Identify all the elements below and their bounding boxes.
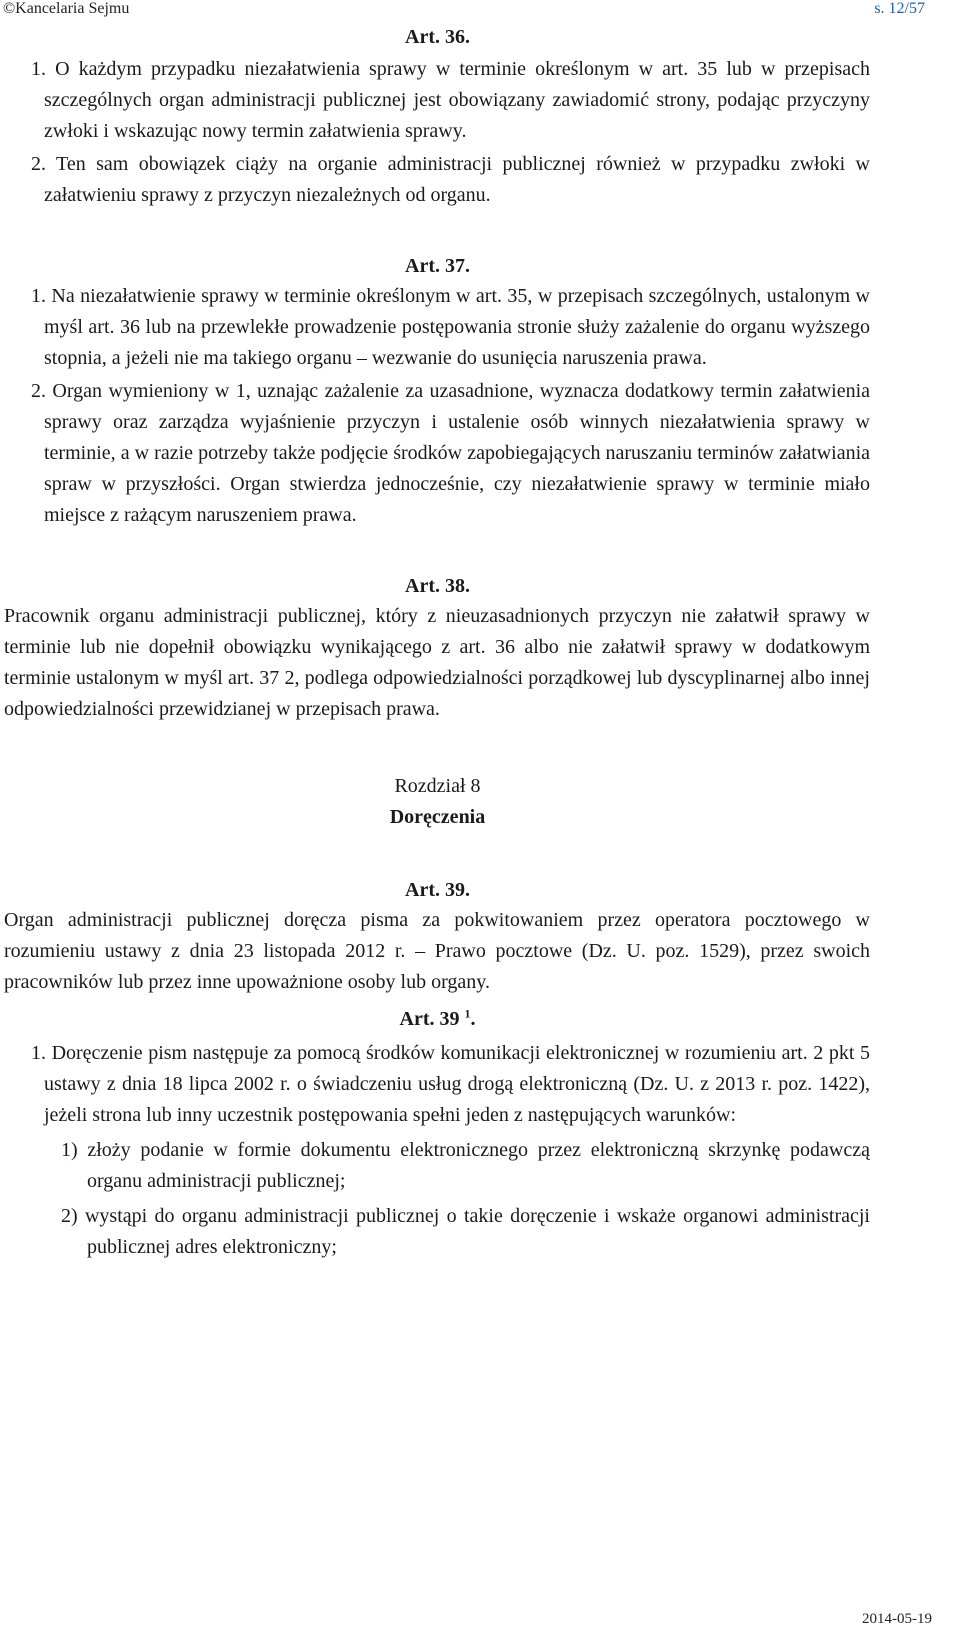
page-number[interactable]: s. 12/57 [874,0,925,17]
chapter-title: Doręczenia [389,806,486,828]
art37-paragraph-1: 1. Na niezałatwienie sprawy w terminie określonym w art. 35, w przepisach szczególnych, ustalonym w myśl art. 36 lub na przewlekłe prowadzenie postępowania stronie służy zażalenie do organu wyższego stopnia, a jeżeli nie ma takiego organu – wezwanie do usunięcia naruszenia prawa. [31,285,870,369]
article-heading-39: Art. 39. [405,879,470,901]
publisher-label: ©Kancelaria Sejmu [3,0,130,17]
footer-date: 2014-05-19 [862,1611,932,1627]
art39-1-paragraph-1: 1. Doręczenie pism następuje za pomocą środków komunikacji elektronicznej w rozumieniu art. 2 pkt 5 ustawy z dnia 18 lipca 2002 r. o świadczeniu usług drogą elektroniczną (Dz. U. z 2013 r. poz. 1422), jeżeli strona lub inny uczestnik postępowania spełni jeden z następujących warunków: [31,1042,870,1126]
article-heading-39-1-end: . [470,1008,476,1030]
page-header [0,0,960,24]
article-heading-39-1-sup: 1 [464,1006,471,1021]
article-heading-38: Art. 38. [405,575,470,597]
article-heading-39-1-main: Art. 39 [399,1008,460,1030]
article-heading-36: Art. 36. [405,26,470,48]
art39-paragraph-1: Organ administracji publicznej doręcza pisma za pokwitowaniem przez operatora pocztowego w rozumieniu ustawy z dnia 23 listopada 2012 r. – Prawo pocztowe (Dz. U. poz. 1529), przez swoich pracowników lub przez inne upoważnione osoby lub organy. [4,909,870,993]
art36-paragraph-1: 1. O każdym przypadku niezałatwienia sprawy w terminie określonym w art. 35 lub w przepisach szczególnych organ administracji publicznej jest obowiązany zawiadomić strony, podając przyczyny zwłoki i wskazując nowy termin załatwienia sprawy. [31,58,870,142]
chapter-label: Rozdział 8 [394,775,481,797]
art38-paragraph-1: Pracownik organu administracji publicznej, który z nieuzasadnionych przyczyn nie załatwił sprawy w terminie lub nie dopełnił obowiązku wynikającego z art. 36 albo nie załatwił sprawy w dodatkowym terminie ustalonym w myśl art. 37 2, podlega odpowiedzialności porządkowej lub dyscyplinarnej albo innej odpowiedzialności przewidzianej w przepisach prawa. [4,605,870,720]
art39-1-item-1: 1) złoży podanie w formie dokumentu elektronicznego przez elektroniczną skrzynkę podawczą organu administracji publicznej; [61,1139,870,1192]
art37-paragraph-2: 2. Organ wymieniony w 1, uznając zażalenie za uzasadnione, wyznacza dodatkowy termin załatwienia sprawy oraz zarządza wyjaśnienie przyczyn i ustalenie osób winnych niezałatwienia sprawy w terminie, a w razie potrzeby także podjęcie środków zapobiegających naruszaniu terminów załatwiania spraw w przyszłości. Organ stwierdza jednocześnie, czy niezałatwienie sprawy w terminie miało miejsce z rażącym naruszeniem prawa. [31,380,870,526]
document-body [0,22,870,1263]
art39-1-item-2: 2) wystąpi do organu administracji publicznej o takie doręczenie i wskaże organowi administracji publicznej adres elektroniczny; [61,1205,870,1258]
art36-paragraph-2: 2. Ten sam obowiązek ciąży na organie administracji publicznej również w przypadku zwłoki w załatwieniu sprawy z przyczyn niezależnych od organu. [31,153,870,206]
article-heading-37: Art. 37. [405,255,470,277]
article-heading-39-1 [5,1004,870,1034]
